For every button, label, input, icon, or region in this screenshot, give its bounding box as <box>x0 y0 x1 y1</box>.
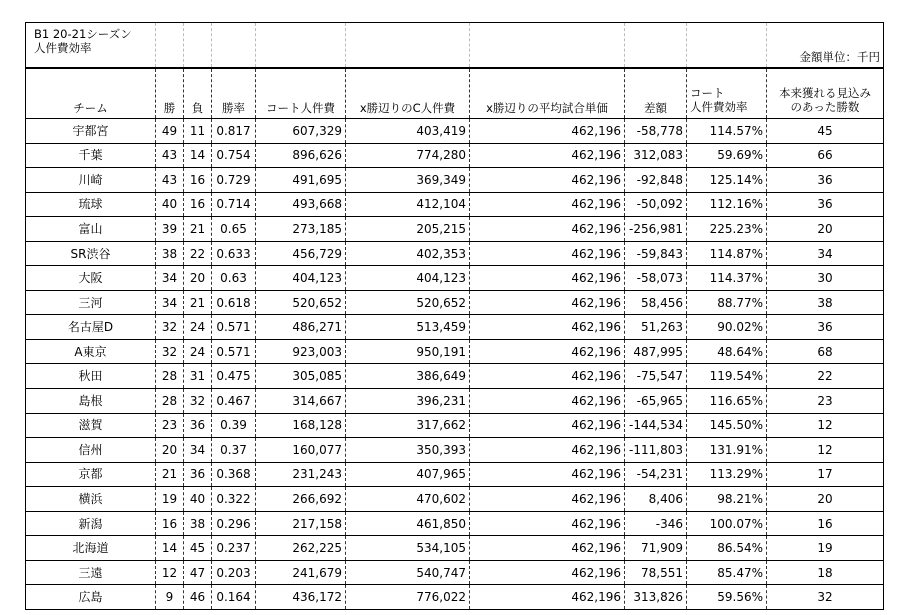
cell-x-win-avg-unit: 462,196 <box>470 536 625 561</box>
header-row <box>26 68 884 119</box>
cell-losses: 31 <box>184 364 212 389</box>
cell-win-rate: 0.65 <box>212 217 256 242</box>
cell-x-win-c-cost: 403,419 <box>346 119 470 144</box>
cell-diff: 51,263 <box>625 315 687 340</box>
cell-efficiency: 59.69% <box>687 143 767 168</box>
cell-expected-wins: 36 <box>767 168 884 193</box>
cell-x-win-avg-unit: 462,196 <box>470 168 625 193</box>
blank-cell <box>156 23 184 69</box>
blank-cell <box>346 23 470 69</box>
cell-x-win-c-cost: 205,215 <box>346 217 470 242</box>
cell-court-cost: 241,679 <box>256 560 346 585</box>
cell-team: 北海道 <box>26 536 156 561</box>
table-row <box>26 511 884 536</box>
cell-efficiency: 125.14% <box>687 168 767 193</box>
cell-losses: 24 <box>184 315 212 340</box>
cell-expected-wins: 22 <box>767 364 884 389</box>
cell-x-win-c-cost: 776,022 <box>346 585 470 610</box>
cell-team: 滋賀 <box>26 413 156 438</box>
cell-expected-wins: 38 <box>767 290 884 315</box>
table-row <box>26 143 884 168</box>
cell-efficiency: 112.16% <box>687 192 767 217</box>
header-team: チーム <box>26 68 156 119</box>
cell-losses: 32 <box>184 389 212 414</box>
table-row <box>26 462 884 487</box>
blank-cell <box>184 23 212 69</box>
cell-losses: 24 <box>184 339 212 364</box>
cell-diff: 312,083 <box>625 143 687 168</box>
cell-x-win-c-cost: 412,104 <box>346 192 470 217</box>
cell-court-cost: 160,077 <box>256 438 346 463</box>
cell-expected-wins: 36 <box>767 192 884 217</box>
cell-x-win-avg-unit: 462,196 <box>470 511 625 536</box>
cell-x-win-avg-unit: 462,196 <box>470 290 625 315</box>
table-row <box>26 315 884 340</box>
cell-expected-wins: 30 <box>767 266 884 291</box>
table-row <box>26 438 884 463</box>
cell-x-win-c-cost: 407,965 <box>346 462 470 487</box>
cell-losses: 22 <box>184 241 212 266</box>
cell-diff: -59,843 <box>625 241 687 266</box>
cell-losses: 36 <box>184 462 212 487</box>
cell-wins: 43 <box>156 168 184 193</box>
cell-team: 京都 <box>26 462 156 487</box>
cell-win-rate: 0.164 <box>212 585 256 610</box>
cell-wins: 14 <box>156 536 184 561</box>
cell-team: 千葉 <box>26 143 156 168</box>
table-row <box>26 560 884 585</box>
cell-win-rate: 0.714 <box>212 192 256 217</box>
header-efficiency <box>687 68 767 119</box>
cell-efficiency: 98.21% <box>687 487 767 512</box>
cell-x-win-avg-unit: 462,196 <box>470 462 625 487</box>
cell-x-win-avg-unit: 462,196 <box>470 315 625 340</box>
cell-x-win-c-cost: 774,280 <box>346 143 470 168</box>
cell-team: 名古屋D <box>26 315 156 340</box>
cell-diff: 78,551 <box>625 560 687 585</box>
cell-diff: -111,803 <box>625 438 687 463</box>
table-row <box>26 389 884 414</box>
cell-expected-wins: 32 <box>767 585 884 610</box>
cell-court-cost: 314,667 <box>256 389 346 414</box>
cell-win-rate: 0.296 <box>212 511 256 536</box>
cell-diff: 487,995 <box>625 339 687 364</box>
cell-x-win-c-cost: 513,459 <box>346 315 470 340</box>
cell-team: 三河 <box>26 290 156 315</box>
cell-efficiency: 85.47% <box>687 560 767 585</box>
cell-diff: -144,534 <box>625 413 687 438</box>
cell-x-win-c-cost: 534,105 <box>346 536 470 561</box>
cell-team: 島根 <box>26 389 156 414</box>
header-expected-wins <box>767 68 884 119</box>
cell-x-win-avg-unit: 462,196 <box>470 266 625 291</box>
table-row <box>26 192 884 217</box>
table-row <box>26 168 884 193</box>
cell-win-rate: 0.633 <box>212 241 256 266</box>
sheet-title <box>26 23 156 69</box>
cell-team: 秋田 <box>26 364 156 389</box>
cell-wins: 40 <box>156 192 184 217</box>
cell-x-win-avg-unit: 462,196 <box>470 364 625 389</box>
cell-efficiency: 119.54% <box>687 364 767 389</box>
cell-wins: 32 <box>156 339 184 364</box>
cell-x-win-avg-unit: 462,196 <box>470 389 625 414</box>
cell-win-rate: 0.368 <box>212 462 256 487</box>
cell-x-win-avg-unit: 462,196 <box>470 585 625 610</box>
cell-win-rate: 0.817 <box>212 119 256 144</box>
cell-court-cost: 217,158 <box>256 511 346 536</box>
cell-losses: 36 <box>184 413 212 438</box>
cell-expected-wins: 23 <box>767 389 884 414</box>
header-efficiency-line2: 人件費効率 <box>690 100 748 114</box>
cell-wins: 16 <box>156 511 184 536</box>
cell-team: 横浜 <box>26 487 156 512</box>
cell-expected-wins: 36 <box>767 315 884 340</box>
cell-losses: 14 <box>184 143 212 168</box>
cell-team: 新潟 <box>26 511 156 536</box>
cell-losses: 47 <box>184 560 212 585</box>
cell-expected-wins: 12 <box>767 438 884 463</box>
cell-wins: 49 <box>156 119 184 144</box>
cell-wins: 34 <box>156 290 184 315</box>
cell-efficiency: 145.50% <box>687 413 767 438</box>
cell-win-rate: 0.203 <box>212 560 256 585</box>
cell-x-win-c-cost: 386,649 <box>346 364 470 389</box>
blank-cell <box>625 23 687 69</box>
cell-diff: 313,826 <box>625 585 687 610</box>
cell-win-rate: 0.63 <box>212 266 256 291</box>
cell-x-win-c-cost: 540,747 <box>346 560 470 585</box>
cell-x-win-avg-unit: 462,196 <box>470 241 625 266</box>
cell-efficiency: 225.23% <box>687 217 767 242</box>
header-efficiency-line1: コート <box>690 86 725 100</box>
unit-label: 金額単位：千円 <box>767 23 884 69</box>
cell-court-cost: 305,085 <box>256 364 346 389</box>
cell-win-rate: 0.729 <box>212 168 256 193</box>
cell-losses: 21 <box>184 290 212 315</box>
cell-x-win-avg-unit: 462,196 <box>470 119 625 144</box>
cell-wins: 12 <box>156 560 184 585</box>
cell-x-win-c-cost: 317,662 <box>346 413 470 438</box>
cell-diff: -256,981 <box>625 217 687 242</box>
cell-team: 信州 <box>26 438 156 463</box>
cell-losses: 40 <box>184 487 212 512</box>
cell-diff: -75,547 <box>625 364 687 389</box>
cell-losses: 16 <box>184 192 212 217</box>
sheet-title-line1: B1 20-21シーズン <box>34 27 132 41</box>
cell-efficiency: 86.54% <box>687 536 767 561</box>
cell-team: 大阪 <box>26 266 156 291</box>
header-expected-wins-line2: のあった勝数 <box>790 100 860 114</box>
cell-court-cost: 168,128 <box>256 413 346 438</box>
cell-efficiency: 114.57% <box>687 119 767 144</box>
table-row <box>26 290 884 315</box>
table-row <box>26 241 884 266</box>
cell-expected-wins: 17 <box>767 462 884 487</box>
cell-court-cost: 896,626 <box>256 143 346 168</box>
table-row <box>26 413 884 438</box>
cell-court-cost: 923,003 <box>256 339 346 364</box>
cell-wins: 19 <box>156 487 184 512</box>
cell-wins: 39 <box>156 217 184 242</box>
table-row <box>26 487 884 512</box>
cell-team: 三遠 <box>26 560 156 585</box>
cell-efficiency: 88.77% <box>687 290 767 315</box>
cell-x-win-c-cost: 402,353 <box>346 241 470 266</box>
table-row <box>26 119 884 144</box>
cell-win-rate: 0.618 <box>212 290 256 315</box>
cell-court-cost: 231,243 <box>256 462 346 487</box>
cell-diff: -92,848 <box>625 168 687 193</box>
cell-diff: -54,231 <box>625 462 687 487</box>
cell-expected-wins: 20 <box>767 217 884 242</box>
cell-wins: 9 <box>156 585 184 610</box>
cell-court-cost: 491,695 <box>256 168 346 193</box>
cell-x-win-c-cost: 950,191 <box>346 339 470 364</box>
cell-wins: 28 <box>156 389 184 414</box>
cell-expected-wins: 16 <box>767 511 884 536</box>
table-row <box>26 585 884 610</box>
cell-x-win-c-cost: 369,349 <box>346 168 470 193</box>
cell-x-win-c-cost: 461,850 <box>346 511 470 536</box>
cell-expected-wins: 19 <box>767 536 884 561</box>
cell-wins: 20 <box>156 438 184 463</box>
cell-wins: 34 <box>156 266 184 291</box>
efficiency-table <box>25 22 884 610</box>
table-row <box>26 339 884 364</box>
cell-efficiency: 90.02% <box>687 315 767 340</box>
cell-team: 富山 <box>26 217 156 242</box>
cell-x-win-avg-unit: 462,196 <box>470 487 625 512</box>
cell-court-cost: 436,172 <box>256 585 346 610</box>
cell-win-rate: 0.467 <box>212 389 256 414</box>
blank-cell <box>687 23 767 69</box>
cell-x-win-c-cost: 470,602 <box>346 487 470 512</box>
cell-losses: 46 <box>184 585 212 610</box>
cell-diff: 71,909 <box>625 536 687 561</box>
cell-court-cost: 493,668 <box>256 192 346 217</box>
cell-win-rate: 0.571 <box>212 339 256 364</box>
cell-losses: 34 <box>184 438 212 463</box>
cell-court-cost: 607,329 <box>256 119 346 144</box>
table-row <box>26 364 884 389</box>
cell-win-rate: 0.571 <box>212 315 256 340</box>
cell-win-rate: 0.39 <box>212 413 256 438</box>
cell-diff: -65,965 <box>625 389 687 414</box>
table-row <box>26 217 884 242</box>
cell-expected-wins: 18 <box>767 560 884 585</box>
header-wins: 勝 <box>156 68 184 119</box>
blank-cell <box>212 23 256 69</box>
cell-efficiency: 116.65% <box>687 389 767 414</box>
cell-wins: 38 <box>156 241 184 266</box>
cell-efficiency: 114.87% <box>687 241 767 266</box>
cell-losses: 16 <box>184 168 212 193</box>
cell-expected-wins: 45 <box>767 119 884 144</box>
cell-losses: 20 <box>184 266 212 291</box>
header-diff: 差額 <box>625 68 687 119</box>
cell-court-cost: 266,692 <box>256 487 346 512</box>
cell-expected-wins: 12 <box>767 413 884 438</box>
cell-wins: 43 <box>156 143 184 168</box>
cell-diff: 58,456 <box>625 290 687 315</box>
cell-court-cost: 404,123 <box>256 266 346 291</box>
cell-x-win-avg-unit: 462,196 <box>470 217 625 242</box>
cell-x-win-avg-unit: 462,196 <box>470 143 625 168</box>
header-x-win-avg-unit: x勝辺りの平均試合単価 <box>470 68 625 119</box>
cell-win-rate: 0.475 <box>212 364 256 389</box>
cell-wins: 28 <box>156 364 184 389</box>
cell-losses: 38 <box>184 511 212 536</box>
header-expected-wins-line1: 本来獲れる見込み <box>779 86 871 100</box>
cell-court-cost: 273,185 <box>256 217 346 242</box>
cell-x-win-avg-unit: 462,196 <box>470 560 625 585</box>
cell-win-rate: 0.322 <box>212 487 256 512</box>
cell-efficiency: 131.91% <box>687 438 767 463</box>
cell-wins: 21 <box>156 462 184 487</box>
cell-x-win-avg-unit: 462,196 <box>470 413 625 438</box>
cell-expected-wins: 34 <box>767 241 884 266</box>
cell-expected-wins: 66 <box>767 143 884 168</box>
cell-efficiency: 59.56% <box>687 585 767 610</box>
blank-cell <box>256 23 346 69</box>
cell-losses: 21 <box>184 217 212 242</box>
cell-x-win-avg-unit: 462,196 <box>470 438 625 463</box>
cell-court-cost: 520,652 <box>256 290 346 315</box>
table-row <box>26 266 884 291</box>
cell-wins: 23 <box>156 413 184 438</box>
cell-losses: 45 <box>184 536 212 561</box>
cell-losses: 11 <box>184 119 212 144</box>
table-row <box>26 536 884 561</box>
cell-efficiency: 100.07% <box>687 511 767 536</box>
cell-court-cost: 456,729 <box>256 241 346 266</box>
cell-win-rate: 0.237 <box>212 536 256 561</box>
cell-team: A東京 <box>26 339 156 364</box>
cell-efficiency: 113.29% <box>687 462 767 487</box>
cell-x-win-c-cost: 404,123 <box>346 266 470 291</box>
blank-cell <box>470 23 625 69</box>
cell-efficiency: 48.64% <box>687 339 767 364</box>
cell-team: 琉球 <box>26 192 156 217</box>
header-x-win-c-cost: x勝辺りのC人件費 <box>346 68 470 119</box>
cell-diff: -346 <box>625 511 687 536</box>
cell-diff: -50,092 <box>625 192 687 217</box>
cell-win-rate: 0.754 <box>212 143 256 168</box>
cell-x-win-c-cost: 520,652 <box>346 290 470 315</box>
cell-expected-wins: 68 <box>767 339 884 364</box>
cell-x-win-c-cost: 350,393 <box>346 438 470 463</box>
cell-win-rate: 0.37 <box>212 438 256 463</box>
cell-efficiency: 114.37% <box>687 266 767 291</box>
cell-team: 川崎 <box>26 168 156 193</box>
cell-diff: 8,406 <box>625 487 687 512</box>
title-row <box>26 23 884 69</box>
cell-court-cost: 486,271 <box>256 315 346 340</box>
cell-diff: -58,073 <box>625 266 687 291</box>
cell-x-win-avg-unit: 462,196 <box>470 339 625 364</box>
cell-diff: -58,778 <box>625 119 687 144</box>
cell-x-win-avg-unit: 462,196 <box>470 192 625 217</box>
sheet-title-line2: 人件費効率 <box>34 41 92 55</box>
cell-expected-wins: 20 <box>767 487 884 512</box>
cell-team: 広島 <box>26 585 156 610</box>
cell-court-cost: 262,225 <box>256 536 346 561</box>
header-win-rate: 勝率 <box>212 68 256 119</box>
cell-team: SR渋谷 <box>26 241 156 266</box>
cell-team: 宇都宮 <box>26 119 156 144</box>
header-losses: 負 <box>184 68 212 119</box>
header-court-cost: コート人件費 <box>256 68 346 119</box>
cell-x-win-c-cost: 396,231 <box>346 389 470 414</box>
cell-wins: 32 <box>156 315 184 340</box>
